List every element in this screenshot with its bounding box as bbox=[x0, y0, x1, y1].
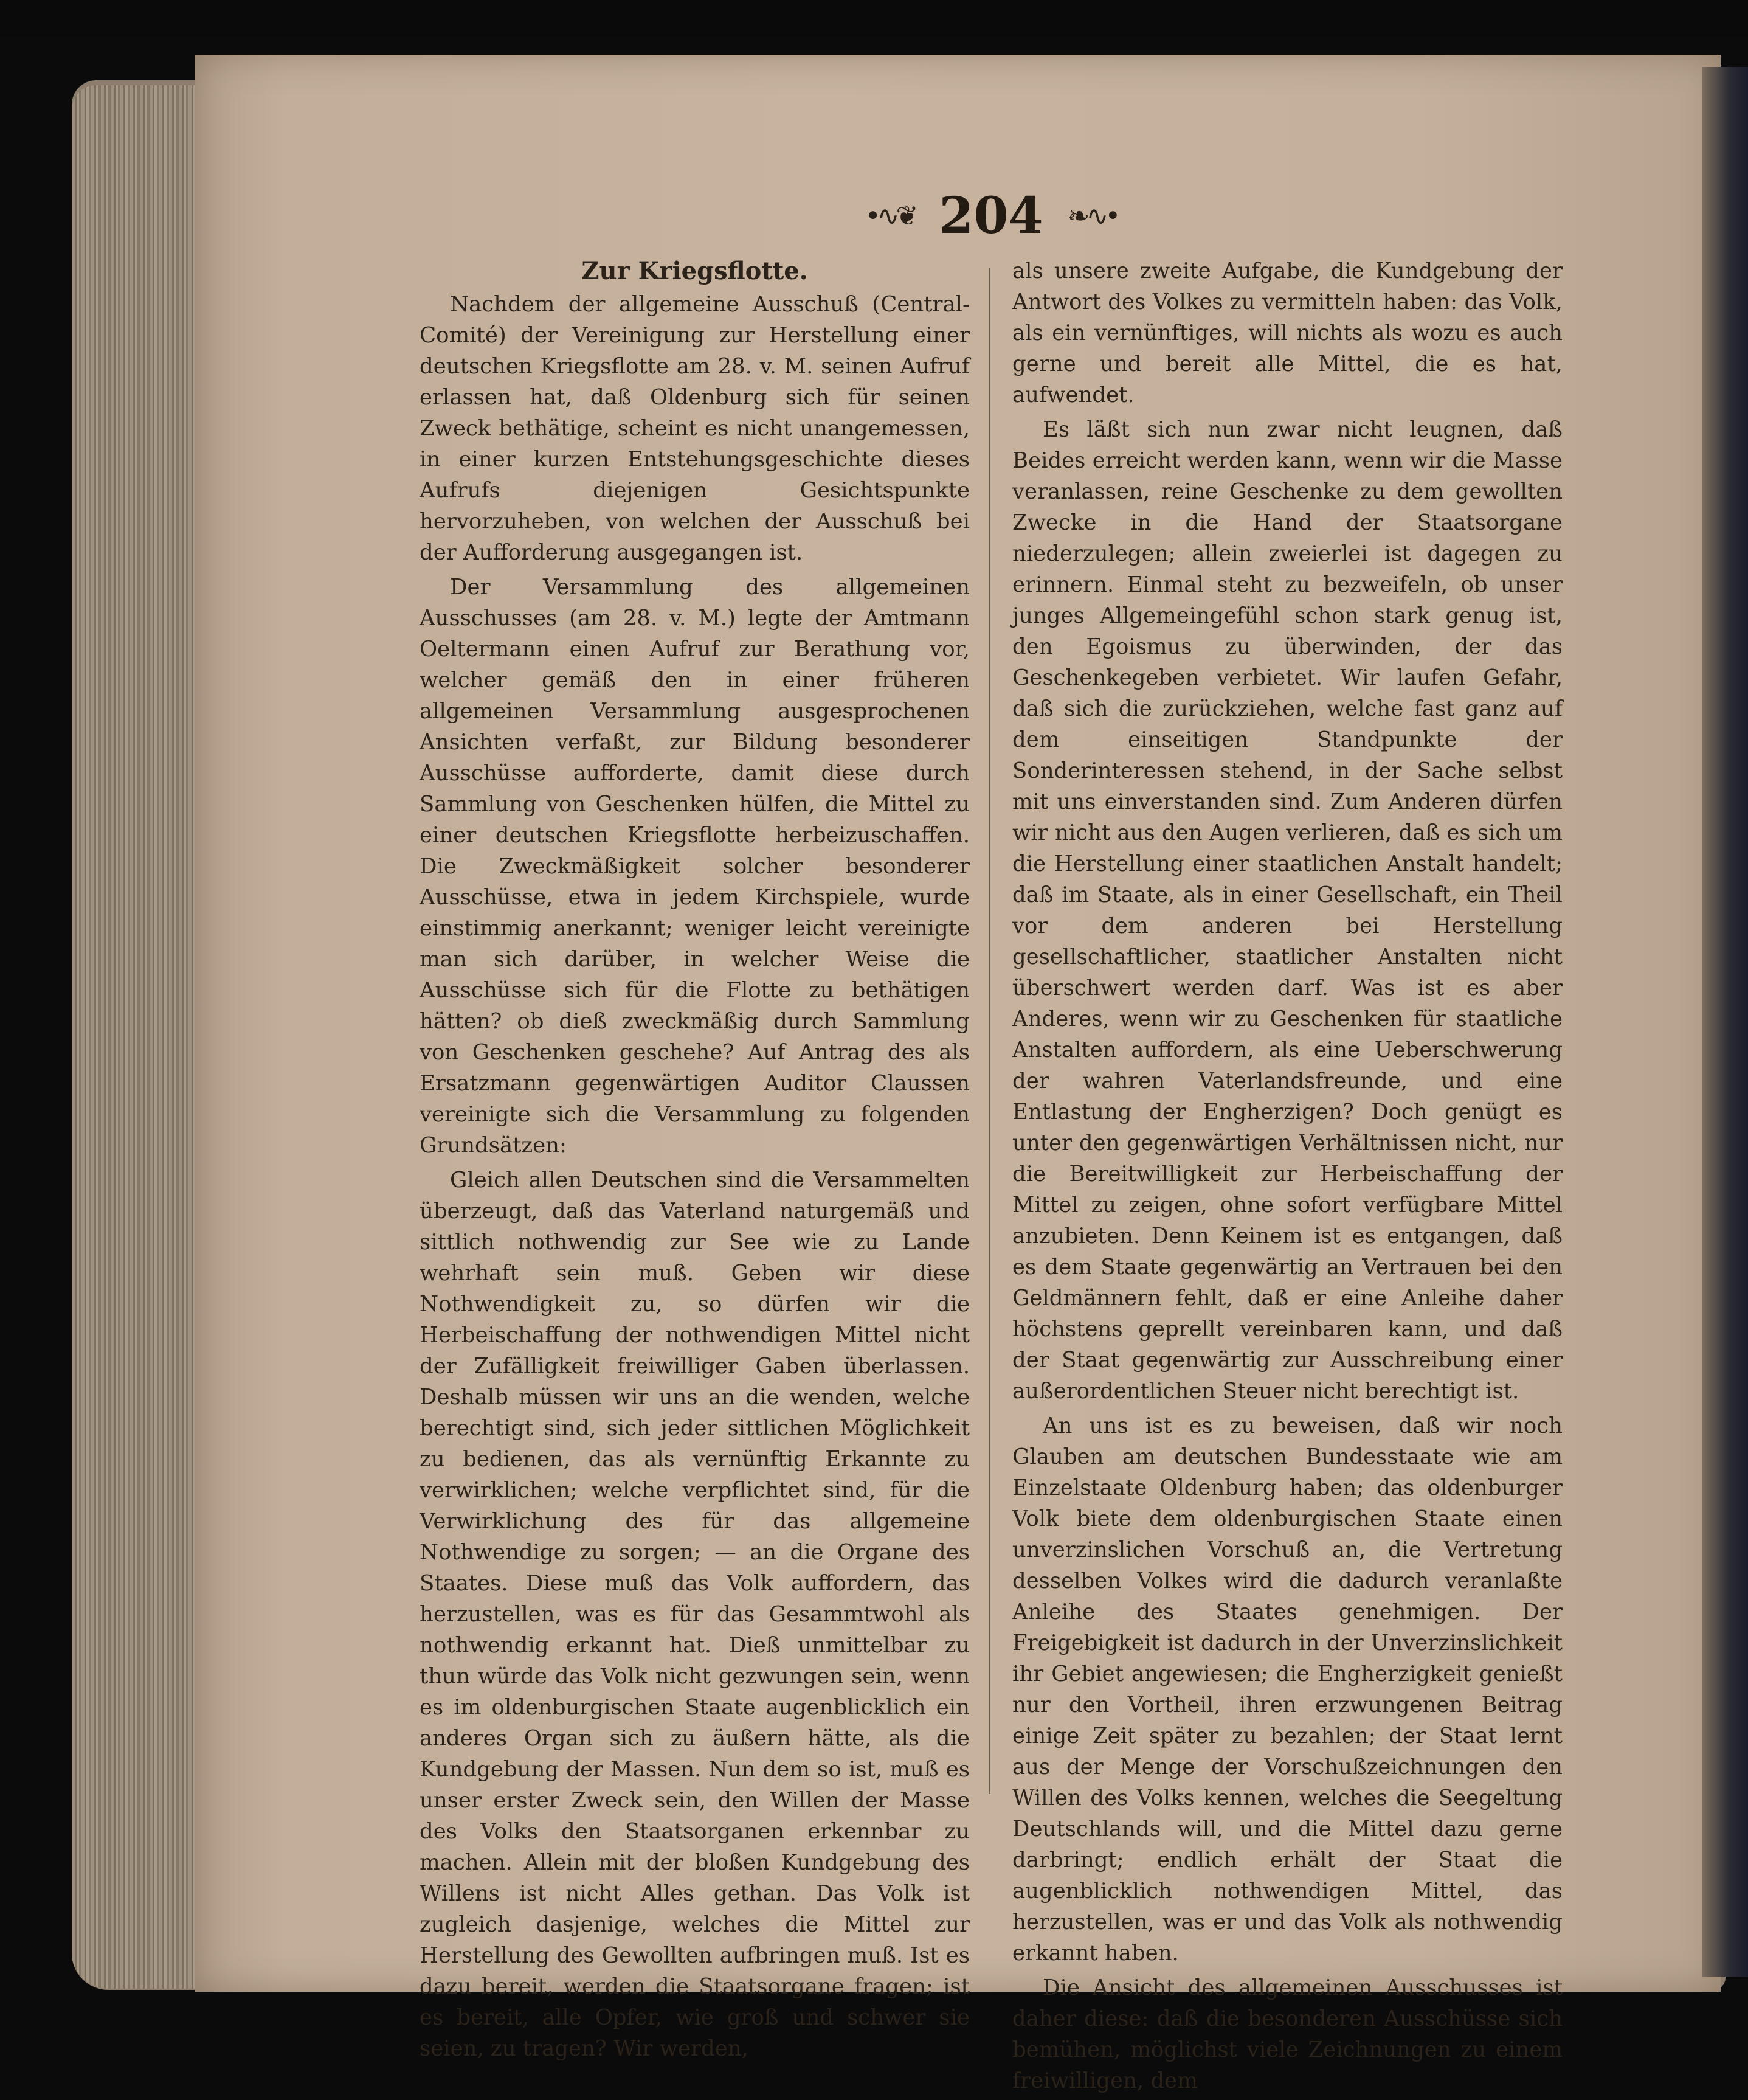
ornament-left: •∿❦ bbox=[865, 200, 915, 232]
paragraph: als unsere zweite Aufgabe, die Kundgebung der Antwort des Volkes zu vermitteln haben: das Volk, als ein vernünftiges, will nichts als wozu es auch gerne und bereit alle Mittel, die es hat, aufwendet. bbox=[1012, 258, 1563, 407]
paragraph: Die Ansicht des allgemeinen Ausschusses ist daher diese: daß die besonderen Ausschüsse sich bemühen, möglichst viele Zeichnungen zu einem freiwilligen, dem bbox=[1012, 1975, 1563, 2093]
scan-background bbox=[0, 0, 1748, 36]
paragraph: Es läßt sich nun zwar nicht leugnen, daß Beides erreicht werden kann, wenn wir die Masse veranlassen, reine Geschenke zu dem gewollten Zwecke in die Hand der Staatsorgane niederzulegen; allein zweierlei ist dagegen zu erinnern. Einmal steht zu bezweifeln, ob unser junges Allgemeingefühl schon stark genug ist, den Egoismus zu überwinden, der das Geschenkegeben verbietet. Wir laufen Gefahr, daß sich die zurückziehen, welche fast ganz auf dem einseitigen Standpunkte der Sonderinteressen stehend, in der Sache selbst mit uns einverstanden sind. Zum Anderen dürfen wir nicht aus den Augen verlieren, daß es sich um die Herstellung einer staatlichen Anstalt handelt; daß im Staate, als in einer Gesellschaft, ein Theil vor dem anderen bei Herstellung gesellschaftlicher, staatlicher Anstalten nicht überschwert werden darf. Was ist es aber Anderes, wenn wir zu Geschenken für staatliche Anstalten auffordern, als eine Ueberschwerung der wahren Vaterlandsfreunde, und eine Entlastung der Engherzigen? Doch genügt es unter den gegenwärtigen Verhältnissen nicht, nur die Bereitwilligkeit zur Herbeischaffung der Mittel zu zeigen, ohne sofort verfügbare Mittel anzubieten. Denn Keinem ist es entgangen, daß es dem Staate gegenwärtig an Vertrauen bei den Geldmännern fehlt, daß er eine Anleihe daher höchstens geprellt vereinbaren kann, und daß der Staat gegenwärtig zur Ausschreibung einer außerordentlichen Steuer nicht berechtigt ist. bbox=[1012, 417, 1563, 1404]
paragraph: Gleich allen Deutschen sind die Versammelten überzeugt, daß das Vaterland naturgemäß und sittlich nothwendig zur See wie zu Lande wehrhaft sein muß. Geben wir diese Nothwendigkeit zu, so dürfen wir die Herbeischaffung der nothwendigen Mittel nicht der Zufälligkeit freiwilliger Gaben überlassen. Deshalb müssen wir uns an die wenden, welche berechtigt sind, sich jeder sittlichen Möglichkeit zu bedienen, das als vernünftig Erkannte zu verwirklichen; welche verpflichtet sind, für die Verwirklichung des für das allgemeine Nothwendige zu sorgen; — an die Organe des Staates. Diese muß das Volk auffordern, das herzustellen, was es für das Gesammtwohl als nothwendig erkannt hat. Dieß unmittelbar zu thun würde das Volk nicht gezwungen sein, wenn es im oldenburgischen Staate augenblicklich ein anderes Organ sich zu äußern hätte, als die Kundgebung der Massen. Nun dem so ist, muß es unser erster Zweck sein, den Willen der Masse des Volks den Staatsorganen erkennbar zu machen. Allein mit der bloßen Kundgebung des Willens ist nicht Alles gethan. Das Volk ist zugleich dasjenige, welches die Mittel zur Herstellung des Gewollten aufbringen muß. Ist es dazu bereit, werden die Staatsorgane fragen; ist es bereit, alle Opfer, wie groß und schwer sie seien, zu tragen? Wir werden, bbox=[420, 1168, 970, 2061]
paragraph: Nachdem der allgemeine Ausschuß (Central-Comité) der Vereinigung zur Herstellung einer deutschen Kriegsflotte am 28. v. M. seinen Aufruf erlassen hat, daß Oldenburg sich für seinen Zweck bethätige, scheint es nicht unangemessen, in einer kurzen Entstehungsgeschichte dieses Aufrufs diejenigen Gesichtspunkte hervorzuheben, von welchen der Ausschuß bei der Aufforderung ausgegangen ist. bbox=[420, 292, 970, 565]
ornament-right: ❧∿• bbox=[1067, 200, 1118, 232]
column-divider bbox=[989, 268, 990, 1794]
article-title: Zur Kriegsflotte. bbox=[581, 257, 808, 285]
book-spine bbox=[1702, 67, 1748, 1977]
page-header bbox=[839, 182, 1143, 249]
left-column bbox=[420, 255, 970, 2068]
paragraph: An uns ist es zu beweisen, daß wir noch Glauben am deutschen Bundesstaate wie am Einzelstaate Oldenburg haben; das oldenburger Volk biete dem oldenburgischen Staate einen unverzinslichen Vorschuß an, die Vertretung desselben Volkes wird die dadurch veranlaßte Anleihe des Staates genehmigen. Der Freigebigkeit ist dadurch in der Unverzinslichkeit ihr Gebiet angewiesen; die Engherzigkeit genießt nur den Vortheil, ihren erzwungenen Beitrag einige Zeit später zu bezahlen; der Staat lernt aus der Menge der Vorschußzeichnungen den Willen des Volks kennen, welches die Seegeltung Deutschlands will, und die Mittel dazu gerne darbringt; endlich erhält der Staat die augenblicklich nothwendigen Mittel, das herzustellen, was er und das Volk als nothwendig erkannt haben. bbox=[1012, 1413, 1563, 1966]
page-edges bbox=[72, 85, 206, 1989]
right-column bbox=[1012, 255, 1563, 2100]
page-number: 204 bbox=[939, 187, 1043, 245]
paragraph: Der Versammlung des allgemeinen Ausschusses (am 28. v. M.) legte der Amtmann Oeltermann einen Aufruf zur Berathung vor, welcher gemäß den in einer früheren allgemeinen Versammlung ausgesprochenen Ansichten verfaßt, zur Bildung besonderer Ausschüsse aufforderte, damit diese durch Sammlung von Geschenken hülfen, die Mittel zu einer deutschen Kriegsflotte herbeizuschaffen. Die Zweckmäßigkeit solcher besonderer Ausschüsse, etwa in jedem Kirchspiele, wurde einstimmig anerkannt; weniger leicht vereinigte man sich darüber, in welcher Weise die Ausschüsse sich für die Flotte zu bethätigen hätten? ob dieß zweckmäßig durch Sammlung von Geschenken geschehe? Auf Antrag des als Ersatzmann gegenwärtigen Auditor Claussen vereinigte sich die Versammlung zu folgenden Grundsätzen: bbox=[420, 575, 970, 1158]
